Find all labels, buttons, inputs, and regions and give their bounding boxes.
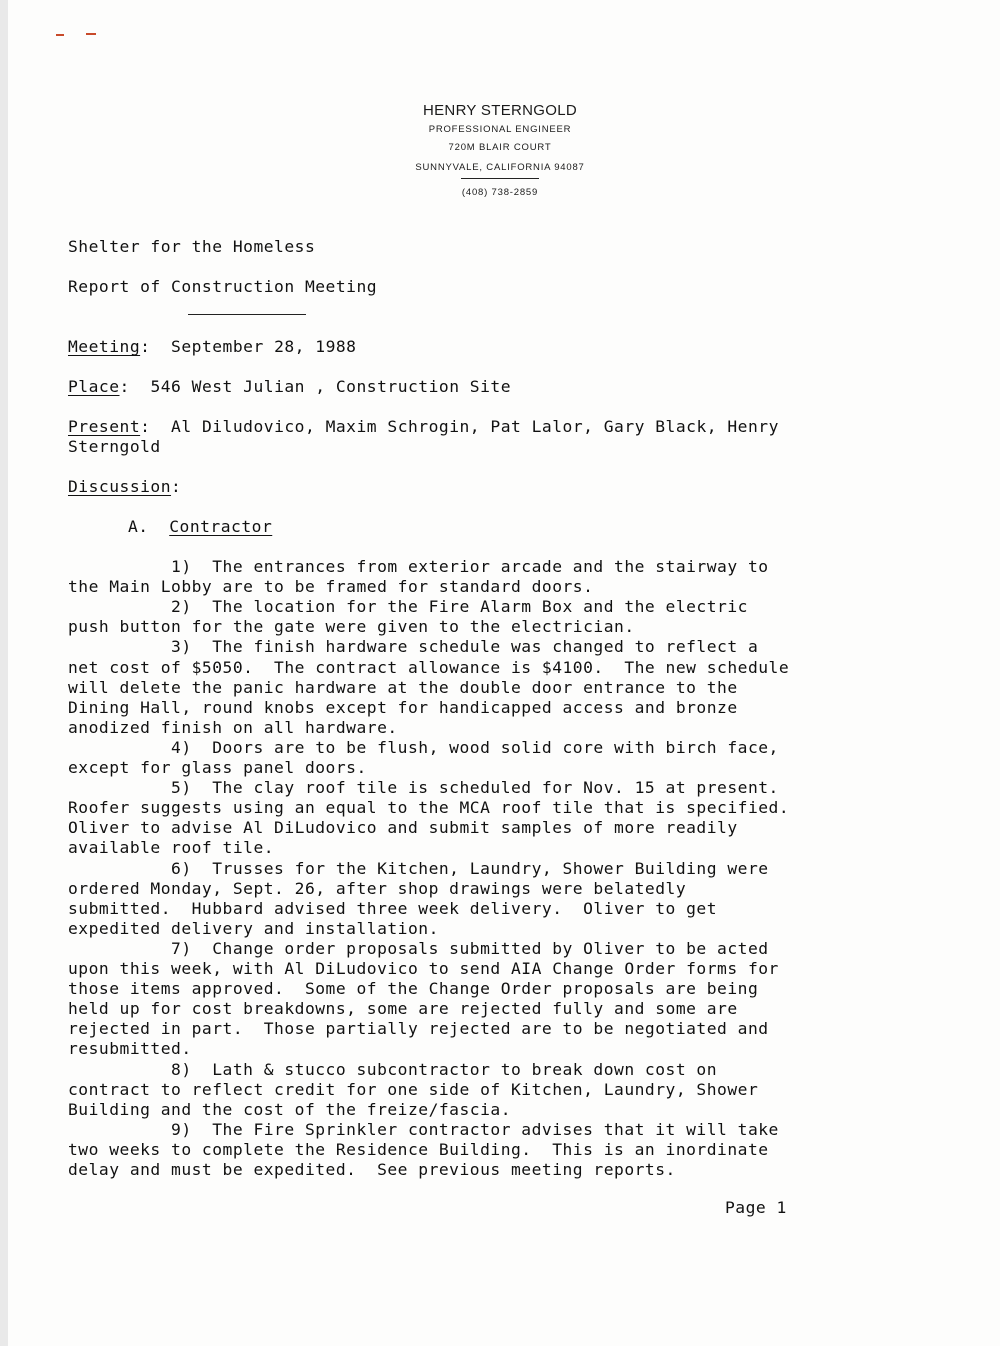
meeting-date: September 28, 1988: [171, 337, 357, 356]
meeting-line: Meeting: September 28, 1988: [68, 337, 357, 356]
letterhead-phone: (408) 738-2859: [461, 187, 539, 198]
letterhead-title: PROFESSIONAL ENGINEER: [428, 124, 572, 135]
letterhead-name: HENRY STERNGOLD: [423, 102, 577, 119]
body-line: rejected in part. Those partially rejected are to be negotiated and: [68, 1019, 769, 1039]
body-line: anodized finish on all hardware.: [68, 717, 398, 737]
letterhead: [300, 100, 700, 203]
present-label: Present: [68, 417, 141, 436]
binding-edge: [0, 0, 8, 1346]
report-title: Report of Construction Meeting: [68, 277, 378, 296]
body-line: 5) The clay roof tile is scheduled for Nov. 15 at present.: [68, 778, 779, 798]
section-heading: [128, 517, 272, 537]
present-line-continued: Sterngold: [68, 437, 161, 456]
letterhead-rule: [461, 178, 539, 179]
body-line: available roof tile.: [68, 838, 275, 858]
discussion-label: Discussion: [68, 477, 172, 496]
present-line: Present: Al Diludovico, Maxim Schrogin, Pat Lalor, Gary Black, Henry: [68, 417, 779, 436]
body-line: 6) Trusses for the Kitchen, Laundry, Shower Building were: [68, 858, 769, 878]
place-value: 546 West Julian , Construction Site: [150, 377, 512, 396]
body-line: held up for cost breakdowns, some are rejected fully and some are: [68, 999, 738, 1019]
body-line: two weeks to complete the Residence Building. This is an inordinate: [68, 1139, 769, 1159]
body-line: contract to reflect credit for one side of Kitchen, Laundry, Shower: [68, 1079, 759, 1099]
place-line: Place: 546 West Julian , Construction Site: [68, 377, 512, 396]
section-letter: A.: [128, 517, 149, 536]
body-line: ordered Monday, Sept. 26, after shop drawings were belatedly: [68, 878, 687, 898]
page-number: Page 1: [725, 1198, 787, 1217]
body-line: resubmitted.: [68, 1039, 192, 1059]
body-line: Building and the cost of the freize/fascia.: [68, 1099, 511, 1119]
body-line: except for glass panel doors.: [68, 758, 367, 777]
body-line: 7) Change order proposals submitted by Oliver to be acted: [68, 938, 769, 958]
body-line: delay and must be expedited. See previous meeting reports.: [68, 1160, 676, 1179]
body-line: net cost of $5050. The contract allowance is $4100. The new schedule: [68, 657, 790, 677]
body-line: 2) The location for the Fire Alarm Box and the electric: [68, 597, 748, 617]
body-line: the Main Lobby are to be framed for standard doors.: [68, 577, 594, 597]
place-label: Place: [68, 377, 120, 396]
body-line: 3) The finish hardware schedule was changed to reflect a: [68, 637, 759, 657]
body-line: Roofer suggests using an equal to the MCA roof tile that is specified.: [68, 798, 790, 818]
meeting-label: Meeting: [68, 337, 141, 356]
body-line: 4) Doors are to be flush, wood solid core with birch face,: [68, 737, 779, 757]
body-line: push button for the gate were given to the electrician.: [68, 617, 635, 637]
body-line: 8) Lath & stucco subcontractor to break down cost on: [68, 1059, 718, 1079]
letterhead-city: SUNNYVALE, CALIFORNIA 94087: [415, 162, 585, 173]
body-line: submitted. Hubbard advised three week delivery. Oliver to get: [68, 898, 718, 918]
corner-mark: [56, 34, 64, 36]
discussion-line: Discussion:: [68, 477, 182, 496]
present-value: Al Diludovico, Maxim Schrogin, Pat Lalor, Gary Black, Henry: [171, 417, 779, 436]
body-line: will delete the panic hardware at the double door entrance to the: [68, 677, 738, 697]
body-line: 1) The entrances from exterior arcade and the stairway to: [68, 557, 769, 576]
body-line: Dining Hall, round knobs except for handicapped access and bronze: [68, 697, 738, 717]
body-line: upon this week, with Al DiLudovico to send AIA Change Order forms for: [68, 959, 779, 978]
project-title: Shelter for the Homeless: [68, 237, 316, 256]
body-line: those items approved. Some of the Change Order proposals are being: [68, 979, 759, 999]
body-line: 9) The Fire Sprinkler contractor advises that it will take: [68, 1119, 779, 1139]
body-line: expedited delivery and installation.: [68, 918, 439, 938]
title-rule: [188, 314, 306, 315]
letterhead-street: 720M BLAIR COURT: [448, 142, 552, 153]
body-line: Oliver to advise Al DiLudovico and submit samples of more readily: [68, 818, 738, 838]
section-title: Contractor: [169, 517, 273, 536]
corner-mark: [86, 33, 96, 35]
